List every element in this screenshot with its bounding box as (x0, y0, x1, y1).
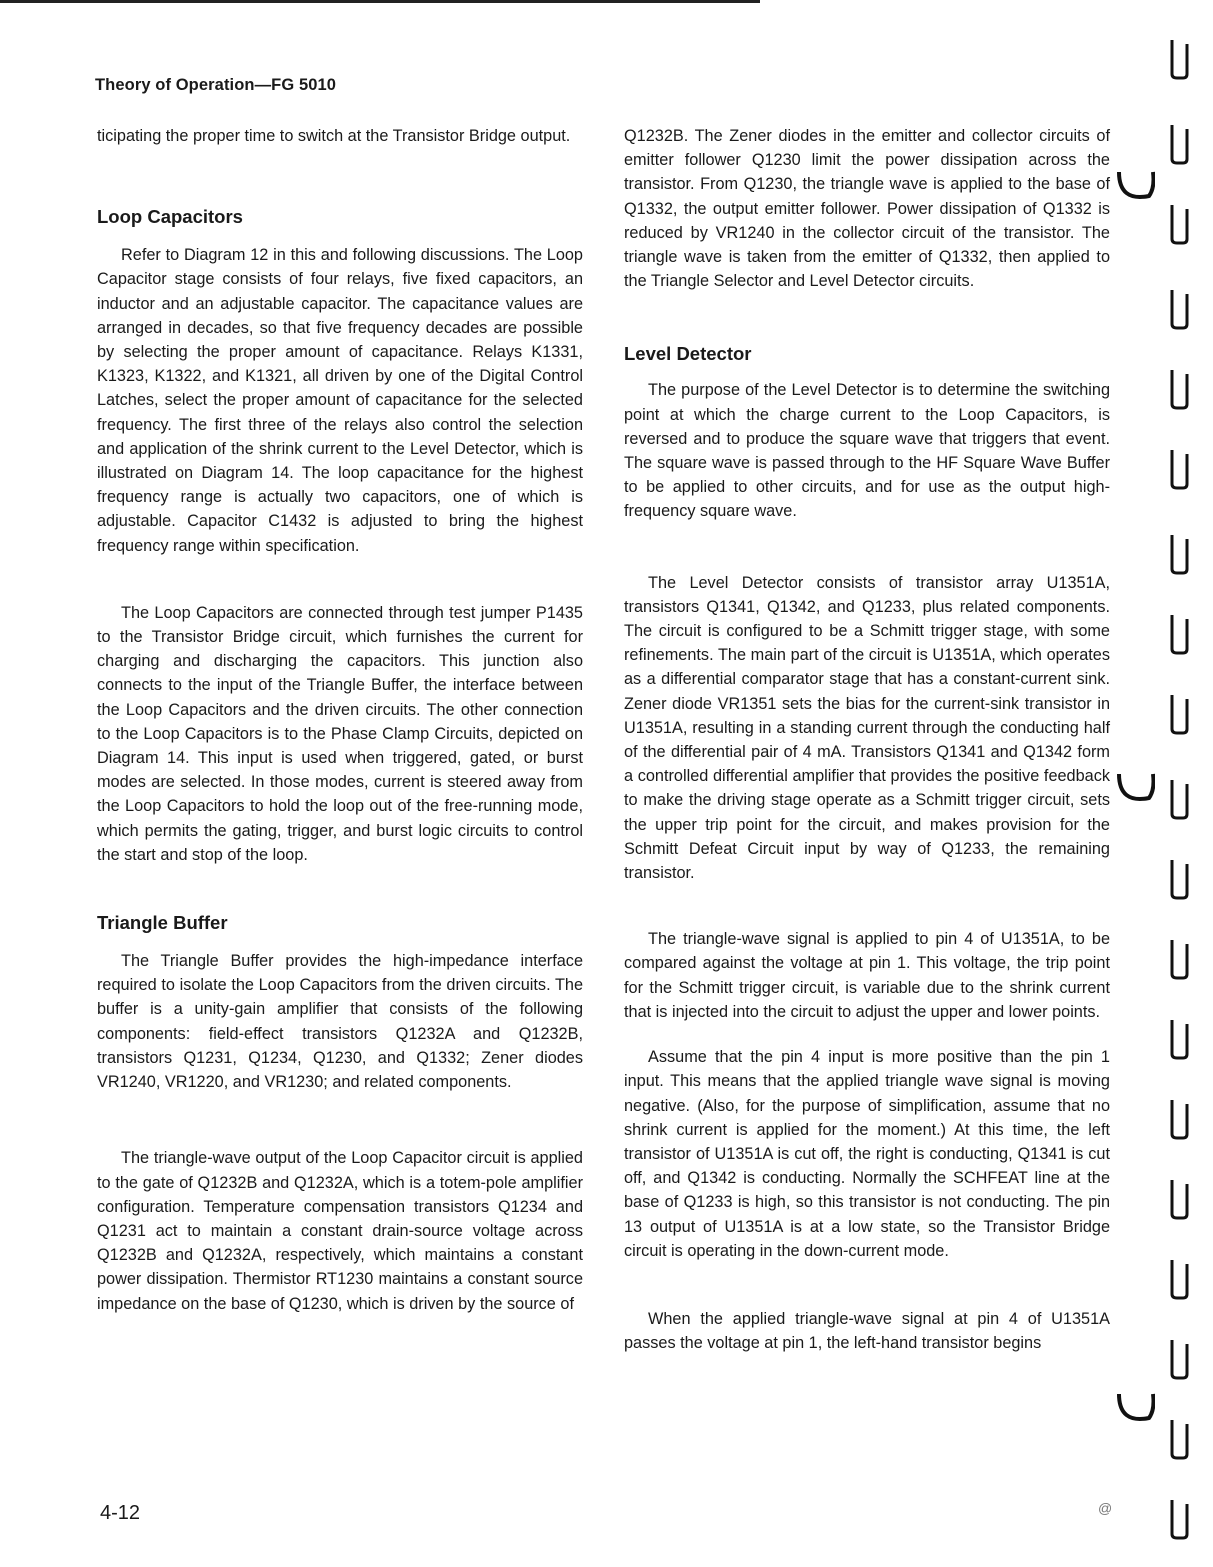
body-paragraph: Refer to Diagram 12 in this and following discussions. The Loop Capacitor stage consists of four relays, five fixed capacitors, an inductor and an adjustable capacitor. The capacitance values are arranged in decades, so that five frequency decades are possible by selecting the proper amount of capacitance. Relays K1331, K1323, K1322, and K1321, all driven by one of the Digital Control Latches, select the proper amount of capacitance for the selected frequency. The first three of the relays also control the selection and application of the shrink current to the Level Detector, which is illustrated on Diagram 14. The loop capacitance for the highest frequency range is actually two capacitors, one of which is adjustable. Capacitor C1432 is adjusted to bring the highest frequency range within specification. (97, 246, 583, 555)
body-paragraph: The triangle-wave output of the Loop Capacitor circuit is applied to the gate of Q1232B and Q1232A, which is a totem-pole amplifier configuration. Temperature compensation transistors Q1234 and Q1231 act to maintain a constant drain-source voltage across Q1232B and Q1232A, respectively, which maintains a constant power dissipation. Thermistor RT1230 maintains a constant source impedance on the base of Q1230, which is driven by the source of (97, 1149, 583, 1313)
top-rule (0, 0, 760, 3)
page-number: 4-12 (100, 1502, 141, 1524)
footer-mark: @ (1098, 1500, 1113, 1516)
binder-holes-strip (1160, 0, 1200, 1567)
section-heading-triangle-buffer: Triangle Buffer (97, 912, 228, 934)
body-paragraph: The purpose of the Level Detector is to determine the switching point at which the charge current to the Loop Capacitors, is reversed and to produce the square wave that triggers that event. The square wave is passed through to the HF Square Wave Buffer to be applied to other circuits, and for use as the output high-frequency square wave. (624, 381, 1110, 521)
body-paragraph: Assume that the pin 4 input is more positive than the pin 1 input. This means that the applied triangle wave signal is moving negative. (Also, for the purpose of simplification, assume that no shrink current is applied for the moment.) At this time, the left transistor of U1351A is cut off, the right is conducting, Q1341 is cut off, and Q1342 is conducting. Normally the SCHFEAT line at the base of Q1233 is high, so this transistor is not conducting. The pin 13 output of U1351A is at a low state, so the Transistor Bridge circuit is operating in the down-current mode. (624, 1048, 1110, 1260)
section-heading-level-detector: Level Detector (624, 343, 752, 365)
continuation-paragraph: Q1232B. The Zener diodes in the emitter and collector circuits of emitter follower Q1230 limit the power dissipation across the transistor. From Q1230, the triangle wave is applied to the base of Q1332, the output emitter follower. Power dissipation of Q1332 is reduced by VR1240 in the collector circuit of the transistor. The triangle wave is taken from the emitter of Q1332, then applied to the Triangle Selector and Level Detector circuits. (624, 127, 1110, 291)
right-column (624, 124, 1110, 1355)
running-head: Theory of Operation—FG 5010 (95, 76, 337, 94)
body-paragraph: The Triangle Buffer provides the high-impedance interface required to isolate the Loop Capacitors from the driven circuits. The buffer is a unity-gain amplifier that consists of the following components: field-effect transistors Q1232A and Q1232B, transistors Q1231, Q1234, Q1230, and Q1332; Zener diodes VR1240, VR1220, and VR1230; and related components. (97, 952, 583, 1092)
body-paragraph: The triangle-wave signal is applied to pin 4 of U1351A, to be compared against the voltage at pin 1. This voltage, the trip point for the Schmitt trigger circuit, is variable due to the shrink current that is injected into the circuit to adjust the upper and lower points. (624, 930, 1110, 1021)
body-paragraph: The Level Detector consists of transistor array U1351A, transistors Q1341, Q1342, and Q1233, plus related components. The circuit is configured to be a Schmitt trigger stage, with some refinements. The main part of the circuit is U1351A, which operates as a differential comparator stage that has a constant-current sink. Zener diode VR1351 sets the bias for the current-sink transistor in U1351A, resulting in a standing current through the conducting half of the differential pair of 4 mA. Transistors Q1341 and Q1342 form a controlled differential amplifier that provides the positive feedback to make the driving stage operate as a Schmitt trigger circuit, sets the upper trip point for the circuit, and makes provision for the Schmitt Defeat Circuit input by way of Q1233, the remaining transistor. (624, 573, 1110, 883)
body-paragraph: The Loop Capacitors are connected through test jumper P1435 to the Transistor Bridge circuit, which furnishes the current for charging and discharging the capacitors. This junction also connects to the input of the Triangle Buffer, the interface between the Loop Capacitors and the driven circuits. The other connection to the Loop Capacitors is to the Phase Clamp Circuits, depicted on Diagram 14. This input is used when triggered, gated, or burst modes are selected. In those modes, current is steered away from the Loop Capacitors to hold the loop out of the free-running mode, which permits the gating, trigger, and burst logic circuits to control the start and stop of the loop. (97, 603, 583, 864)
binder-ring-arc (1115, 1390, 1155, 1430)
continuation-paragraph: ticipating the proper time to switch at the Transistor Bridge output. (97, 127, 571, 145)
binder-ring-arc (1115, 168, 1155, 208)
section-heading-loop-capacitors: Loop Capacitors (97, 206, 243, 228)
binder-ring-arc (1115, 770, 1155, 810)
left-column (97, 124, 583, 1316)
body-paragraph: When the applied triangle-wave signal at pin 4 of U1351A passes the voltage at pin 1, the left-hand transistor begins (624, 1309, 1110, 1353)
